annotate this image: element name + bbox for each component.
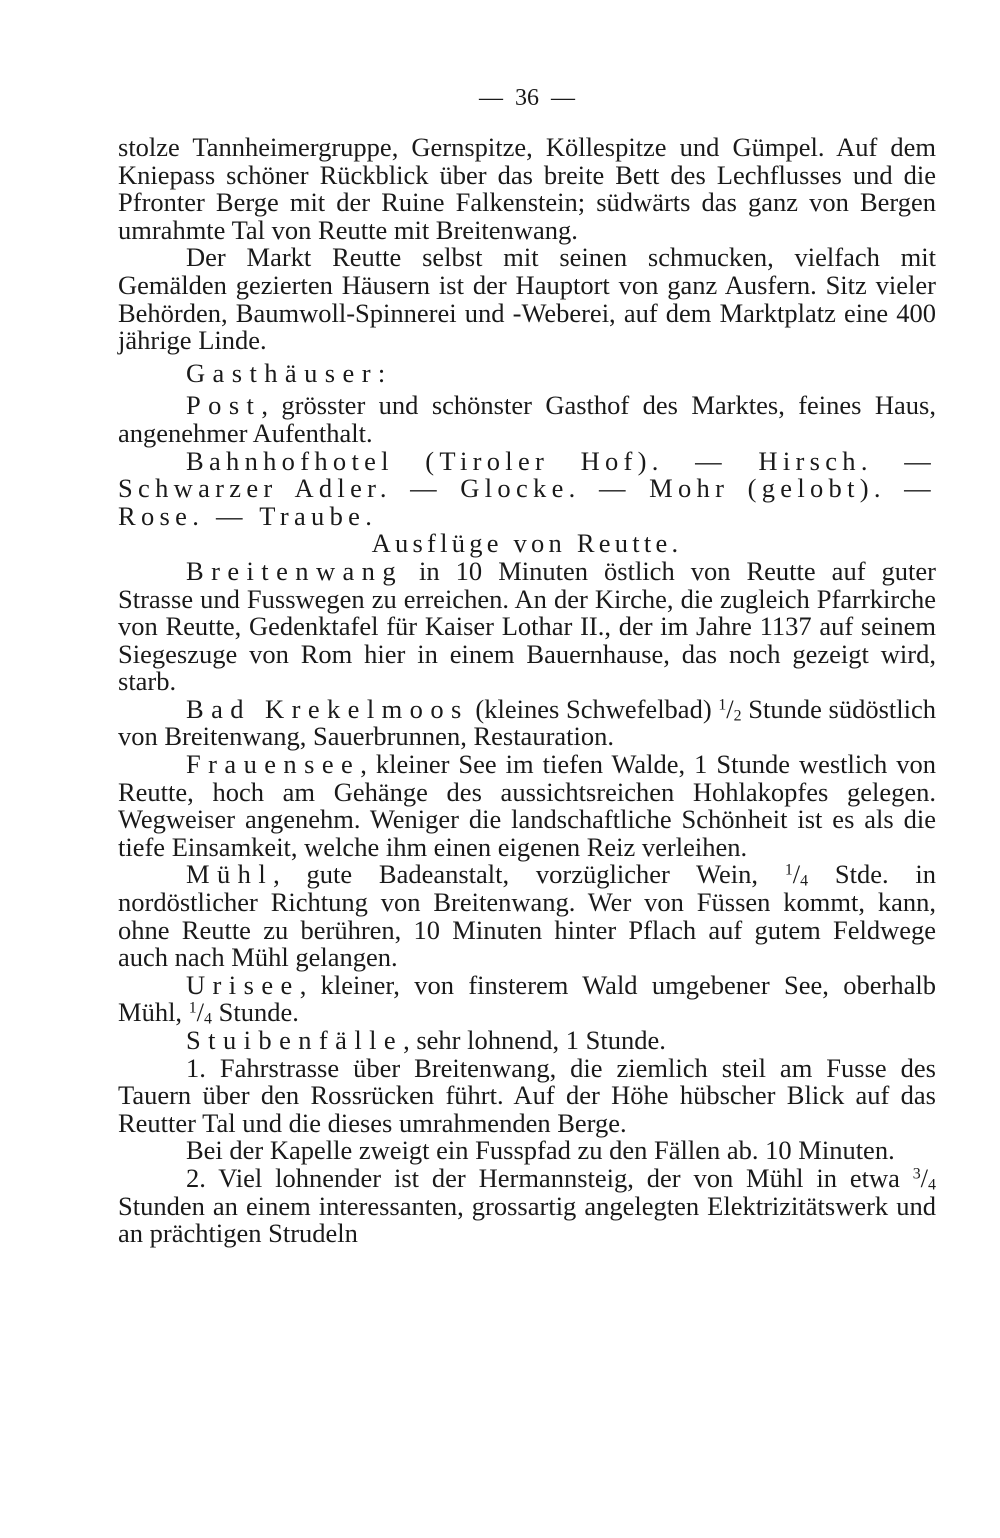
paragraph-urisee: Urisee, kleiner, von finsterem Wald umgebener See, oberhalb Mühl, $^1/_4$ Stunde. <box>118 969 936 1028</box>
fraction-numerator: 1 <box>718 696 727 714</box>
paragraph-markt-reutte: Der Markt Reutte selbst mit seinen schmucken, vielfach mit Gemälden gezierten Häusern ist der Hauptort von ganz Ausfern. Sitz vieler Behörden, Baumwoll-Spinnerei und -Weberei, auf dem Marktplatz eine 400 jährige Linde. <box>118 242 936 356</box>
krekelmoos-text-before: (kleines Schwefelbad) <box>468 693 719 724</box>
term-breitenwang: Breitenwang <box>186 555 404 586</box>
fraction-denominator: 4 <box>800 872 809 890</box>
gasthaeuser-label: Gasthäuser: <box>186 357 393 388</box>
post-text: , grösster und schönster Gasthof des Marktes, feines Haus, angenehmer Aufenthalt. <box>118 390 936 448</box>
paragraph-bad-krekelmoos: Bad Krekelmoos (kleines Schwefelbad) $^1/_2$ Stunde südöstlich von Breitenwang, Sauerbrunnen, Restauration. <box>118 693 936 752</box>
urisee-text-before: , kleiner, von finsterem Wald umgebener See, oberhalb Mühl, <box>118 969 936 1028</box>
paragraph-inn-list: Bahnhofhotel (Tiroler Hof). — Hirsch. — Schwarzer Adler. — Glocke. — Mohr (gelobt). — Rose. — Traube. <box>118 445 936 531</box>
urisee-text: Stunde. <box>211 997 299 1028</box>
header-dash-left: — <box>479 85 503 111</box>
term-urisee: Urisee <box>186 969 300 1000</box>
page-header <box>118 78 936 134</box>
fraction-numerator: 1 <box>784 861 793 879</box>
term-post: Post <box>186 390 262 421</box>
frauensee-text: , kleiner See im tiefen Walde, 1 Stunde westlich von Reutte, hoch am Gehänge des aussichtsreichen Hohlakopfes gelegen. Wegweiser angenehm. Weniger die landschaftliche Schönheit ist es als die tiefe Einsamkeit, welche ihm einen eigenen Reiz verleihen. <box>118 749 936 862</box>
term-stuibenfaelle: Stuibenfälle <box>186 1025 404 1055</box>
page-number: 36 <box>515 85 539 111</box>
fraction-denominator: 2 <box>733 707 742 725</box>
paragraph-breitenwang <box>118 555 936 697</box>
fraction-numerator: 1 <box>188 999 197 1017</box>
krekelmoos-text: Stunde südöstlich von Breitenwang, Sauerbrunnen, Restauration. <box>118 693 936 752</box>
paragraph-route-1: 1. Fahrstrasse über Breitenwang, die ziemlich steil am Fusse des Tauern über den Rossrücken führt. Auf der Höhe hübscher Blick auf das Reutter Tal und die dieses umrahmenden Berge. <box>118 1052 936 1138</box>
muehl-text: Stde. in nordöstlicher Richtung von Breitenwang. Wer von Füssen kommt, kann, ohne Reutte zu berühren, 10 Minuten hinter Pflach auf gutem Feldwege auch nach Mühl gelangen. <box>118 859 936 973</box>
paragraph-route-2: 2. Viel lohnender ist der Hermannsteig, der von Mühl in etwa $^3/_4$ Stunden an einem interessanten, grossartig angelegten Elektrizitätswerk und an prächtigen Strudeln <box>118 1162 936 1249</box>
term-frauensee: Frauensee <box>186 749 361 780</box>
stuibenfaelle-text: , sehr lohnend, 1 Stunde. <box>403 1025 666 1055</box>
paragraph-post <box>118 392 936 447</box>
muehl-text-before: , gute Badeanstalt, vorzüglicher Wein, <box>273 859 785 890</box>
paragraph-stuibenfaelle <box>118 1027 936 1055</box>
term-muehl: Mühl <box>186 859 274 890</box>
breitenwang-text: in 10 Minuten östlich von Reutte auf guter Strasse und Fusswegen zu erreichen. An der Kirche, die zugleich Pfarrkirche von Reutte, Gedenktafel für Kaiser Lothar II., der im Jahre 1137 auf seinem Siegeszuge von Rom hier in einem Bauernhause, das noch gezeigt wird, starb. <box>118 555 936 697</box>
section-heading-ausfluege: Ausflüge von Reutte. <box>371 528 683 559</box>
route-2-text-before: 2. Viel lohnender ist der Hermannsteig, der von Mühl in etwa <box>186 1162 913 1193</box>
header-dash-right: — <box>551 85 575 111</box>
fraction-denominator: 4 <box>204 1010 212 1028</box>
section-label-gasthaeuser <box>118 357 936 388</box>
paragraph-frauensee <box>118 751 936 861</box>
paragraph-kapelle: Bei der Kapelle zweigt ein Fusspfad zu den Fällen ab. 10 Minuten. <box>186 1135 895 1166</box>
term-bad-krekelmoos: Bad Krekelmoos <box>186 693 469 724</box>
fraction-denominator: 4 <box>928 1176 936 1194</box>
book-page <box>118 78 936 1248</box>
paragraph-muehl: Mühl, gute Badeanstalt, vorzüglicher Wein, $^1/_4$ Stde. in nordöstlicher Richtung von Breitenwang. Wer von Füssen kommt, kann, ohne Reutte zu berühren, 10 Minuten hinter Pflach auf gutem Feldwege auch nach Mühl gelangen. <box>118 859 936 973</box>
fraction-numerator: 3 <box>912 1165 921 1183</box>
paragraph-kniepass: stolze Tannheimergruppe, Gernspitze, Köllespitze und Gümpel. Auf dem Kniepass schöner Rückblick über das breite Bett des Lechflusses und die Pfronter Berge mit der Ruine Falkenstein; südwärts das ganz von Bergen umrahmte Tal von Reutte mit Breitenwang. <box>118 132 936 245</box>
route-2-text: Stunden an einem interessanten, grossartig angelegten Elektrizitätswerk und an prächtigen Strudeln <box>118 1190 936 1249</box>
